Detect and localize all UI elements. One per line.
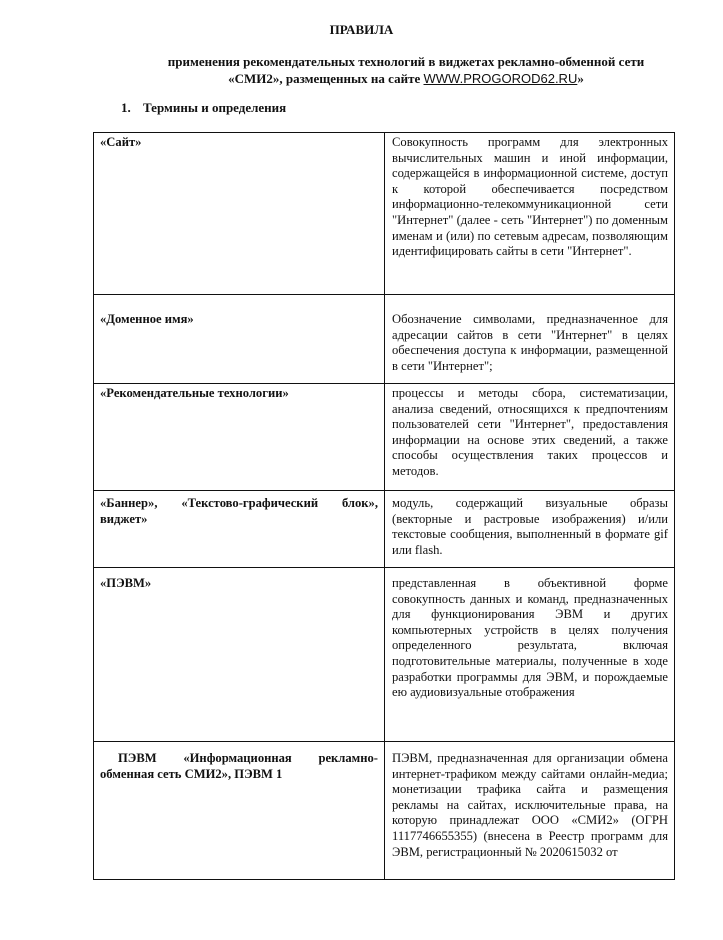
table-row	[94, 568, 675, 742]
table-row	[94, 491, 675, 568]
section-number: 1.	[121, 100, 131, 115]
site-link[interactable]: WWW.PROGOROD62.RU	[423, 71, 578, 86]
table-row	[94, 295, 675, 384]
definition-cell: модуль, содержащий визуальные образы (векторные и растровые изображения) и/или текстовые сообщения, выполненный в формате gif или flash.	[385, 491, 675, 568]
document-title: ПРАВИЛА	[329, 22, 394, 37]
section-title: Термины и определения	[143, 100, 287, 115]
definition-cell: представленная в объективной форме совокупность данных и команд, предназначенных для функционирования ЭВМ и других компьютерных устройств в целях получения определенного результата, включая подготовительные материалы, полученные в ходе разработки программы для ЭВМ, и порождаемые ею аудиовизуальные отображения	[385, 568, 675, 742]
definition-cell: процессы и методы сбора, систематизации, анализа сведений, относящихся к предпочтениям пользователей сети "Интернет", предоставления информации на основе этих сведений, а также способы осуществления таких процессов и методов.	[385, 384, 675, 491]
document-subtitle	[130, 53, 682, 87]
definition-cell: Обозначение символами, предназначенное для адресации сайтов в сети "Интернет" в целях обеспечения доступа к информации, размещенной в сети "Интернет";	[385, 295, 675, 384]
term-cell: ПЭВМ «Информационная рекламно-обменная сеть СМИ2», ПЭВМ 1	[94, 742, 385, 880]
table-row	[94, 742, 675, 880]
table-row	[94, 133, 675, 295]
terms-table	[93, 132, 675, 880]
term-cell: «Баннер», «Текстово-графический блок», виджет»	[94, 491, 385, 568]
term-cell: «Сайт»	[94, 133, 385, 295]
definition-cell: ПЭВМ, предназначенная для организации обмена интернет-трафиком между сайтами онлайн-медиа; монетизации трафика сайта и размещения рекламы на сайтах, исключительные права, на которую принадлежат ООО «СМИ2» (ОГРН 1117746655355) (внесена в Реестр программ для ЭВМ, регистрационный № 2020615032 от	[385, 742, 675, 880]
definition-cell: Совокупность программ для электронных вычислительных машин и иной информации, содержащейся в информационной системе, доступ к которой обеспечивается посредством информационно-телекоммуникационной сети "Интернет" (далее - сеть "Интернет") по доменным именам и (или) по сетевым адресам, позволяющим идентифицировать сайты в сети "Интернет".	[385, 133, 675, 295]
term-cell: «ПЭВМ»	[94, 568, 385, 742]
subtitle-line-1: применения рекомендательных технологий в виджетах рекламно-обменной сети	[167, 54, 645, 69]
table-row	[94, 384, 675, 491]
term-cell: «Доменное имя»	[94, 295, 385, 384]
section-heading	[121, 100, 286, 116]
term-cell: «Рекомендательные технологии»	[94, 384, 385, 491]
subtitle-line-2: «СМИ2», размещенных на сайте	[228, 71, 421, 86]
subtitle-closing-quote: »	[577, 71, 584, 86]
